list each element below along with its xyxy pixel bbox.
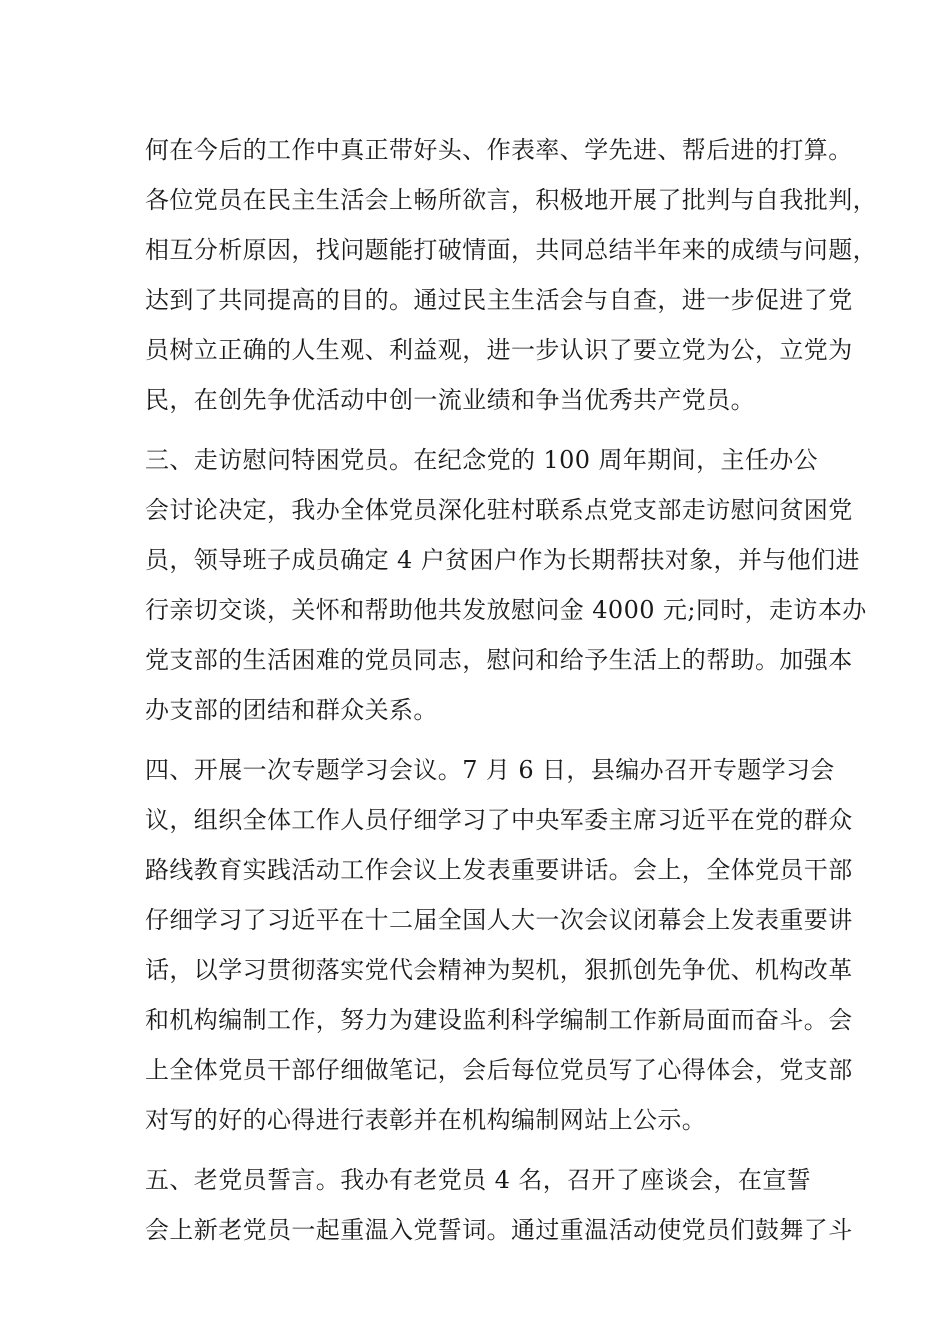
text-line: 员，领导班子成员确定 4 户贫困户作为长期帮扶对象，并与他们进: [145, 546, 860, 574]
text-line: 民，在创先争优活动中创一流业绩和争当优秀共产党员。: [145, 386, 755, 414]
paragraph-gap: [145, 735, 830, 745]
text-line: 和机构编制工作，努力为建设监利科学编制工作新局面而奋斗。会: [145, 1006, 853, 1034]
document-body: [145, 125, 877, 1255]
text-line: 对写的好的心得进行表彰并在机构编制网站上公示。: [145, 1106, 707, 1134]
text-line: 路线教育实践活动工作会议上发表重要讲话。会上，全体党员干部: [145, 856, 853, 884]
text-line: 上全体党员干部仔细做笔记，会后每位党员写了心得体会，党支部: [145, 1056, 853, 1084]
paragraph-gap: [145, 1145, 830, 1155]
text-line: 议，组织全体工作人员仔细学习了中央军委主席习近平在党的群众: [145, 806, 853, 834]
text-line: 各位党员在民主生活会上畅所欲言，积极地开展了批判与自我批判，: [145, 186, 877, 214]
text-line: 达到了共同提高的目的。通过民主生活会与自查，进一步促进了党: [145, 286, 853, 314]
text-line: 办支部的团结和群众关系。: [145, 696, 438, 724]
text-line: 何在今后的工作中真正带好头、作表率、学先进、帮后进的打算。: [145, 136, 853, 164]
text-line: 三、走访慰问特困党员。在纪念党的 100 周年期间，主任办公: [145, 446, 819, 474]
text-line: 行亲切交谈，关怀和帮助他共发放慰问金 4000 元;同时，走访本办: [145, 596, 867, 624]
text-line: 话，以学习贯彻落实党代会精神为契机，狠抓创先争优、机构改革: [145, 956, 853, 984]
paragraph-gap: [145, 425, 830, 435]
text-line: 四、开展一次专题学习会议。7 月 6 日，县编办召开专题学习会: [145, 756, 835, 784]
text-line: 仔细学习了习近平在十二届全国人大一次会议闭幕会上发表重要讲: [145, 906, 853, 934]
text-line: 会讨论决定，我办全体党员深化驻村联系点党支部走访慰问贫困党: [145, 496, 853, 524]
text-line: 会上新老党员一起重温入党誓词。通过重温活动使党员们鼓舞了斗: [145, 1216, 853, 1244]
text-line: 相互分析原因，找问题能打破情面，共同总结半年来的成绩与问题，: [145, 236, 877, 264]
text-line: 党支部的生活困难的党员同志，慰问和给予生活上的帮助。加强本: [145, 646, 853, 674]
text-line: 员树立正确的人生观、利益观，进一步认识了要立党为公，立党为: [145, 336, 853, 364]
text-line: 五、老党员誓言。我办有老党员 4 名，召开了座谈会，在宣誓: [145, 1166, 812, 1194]
